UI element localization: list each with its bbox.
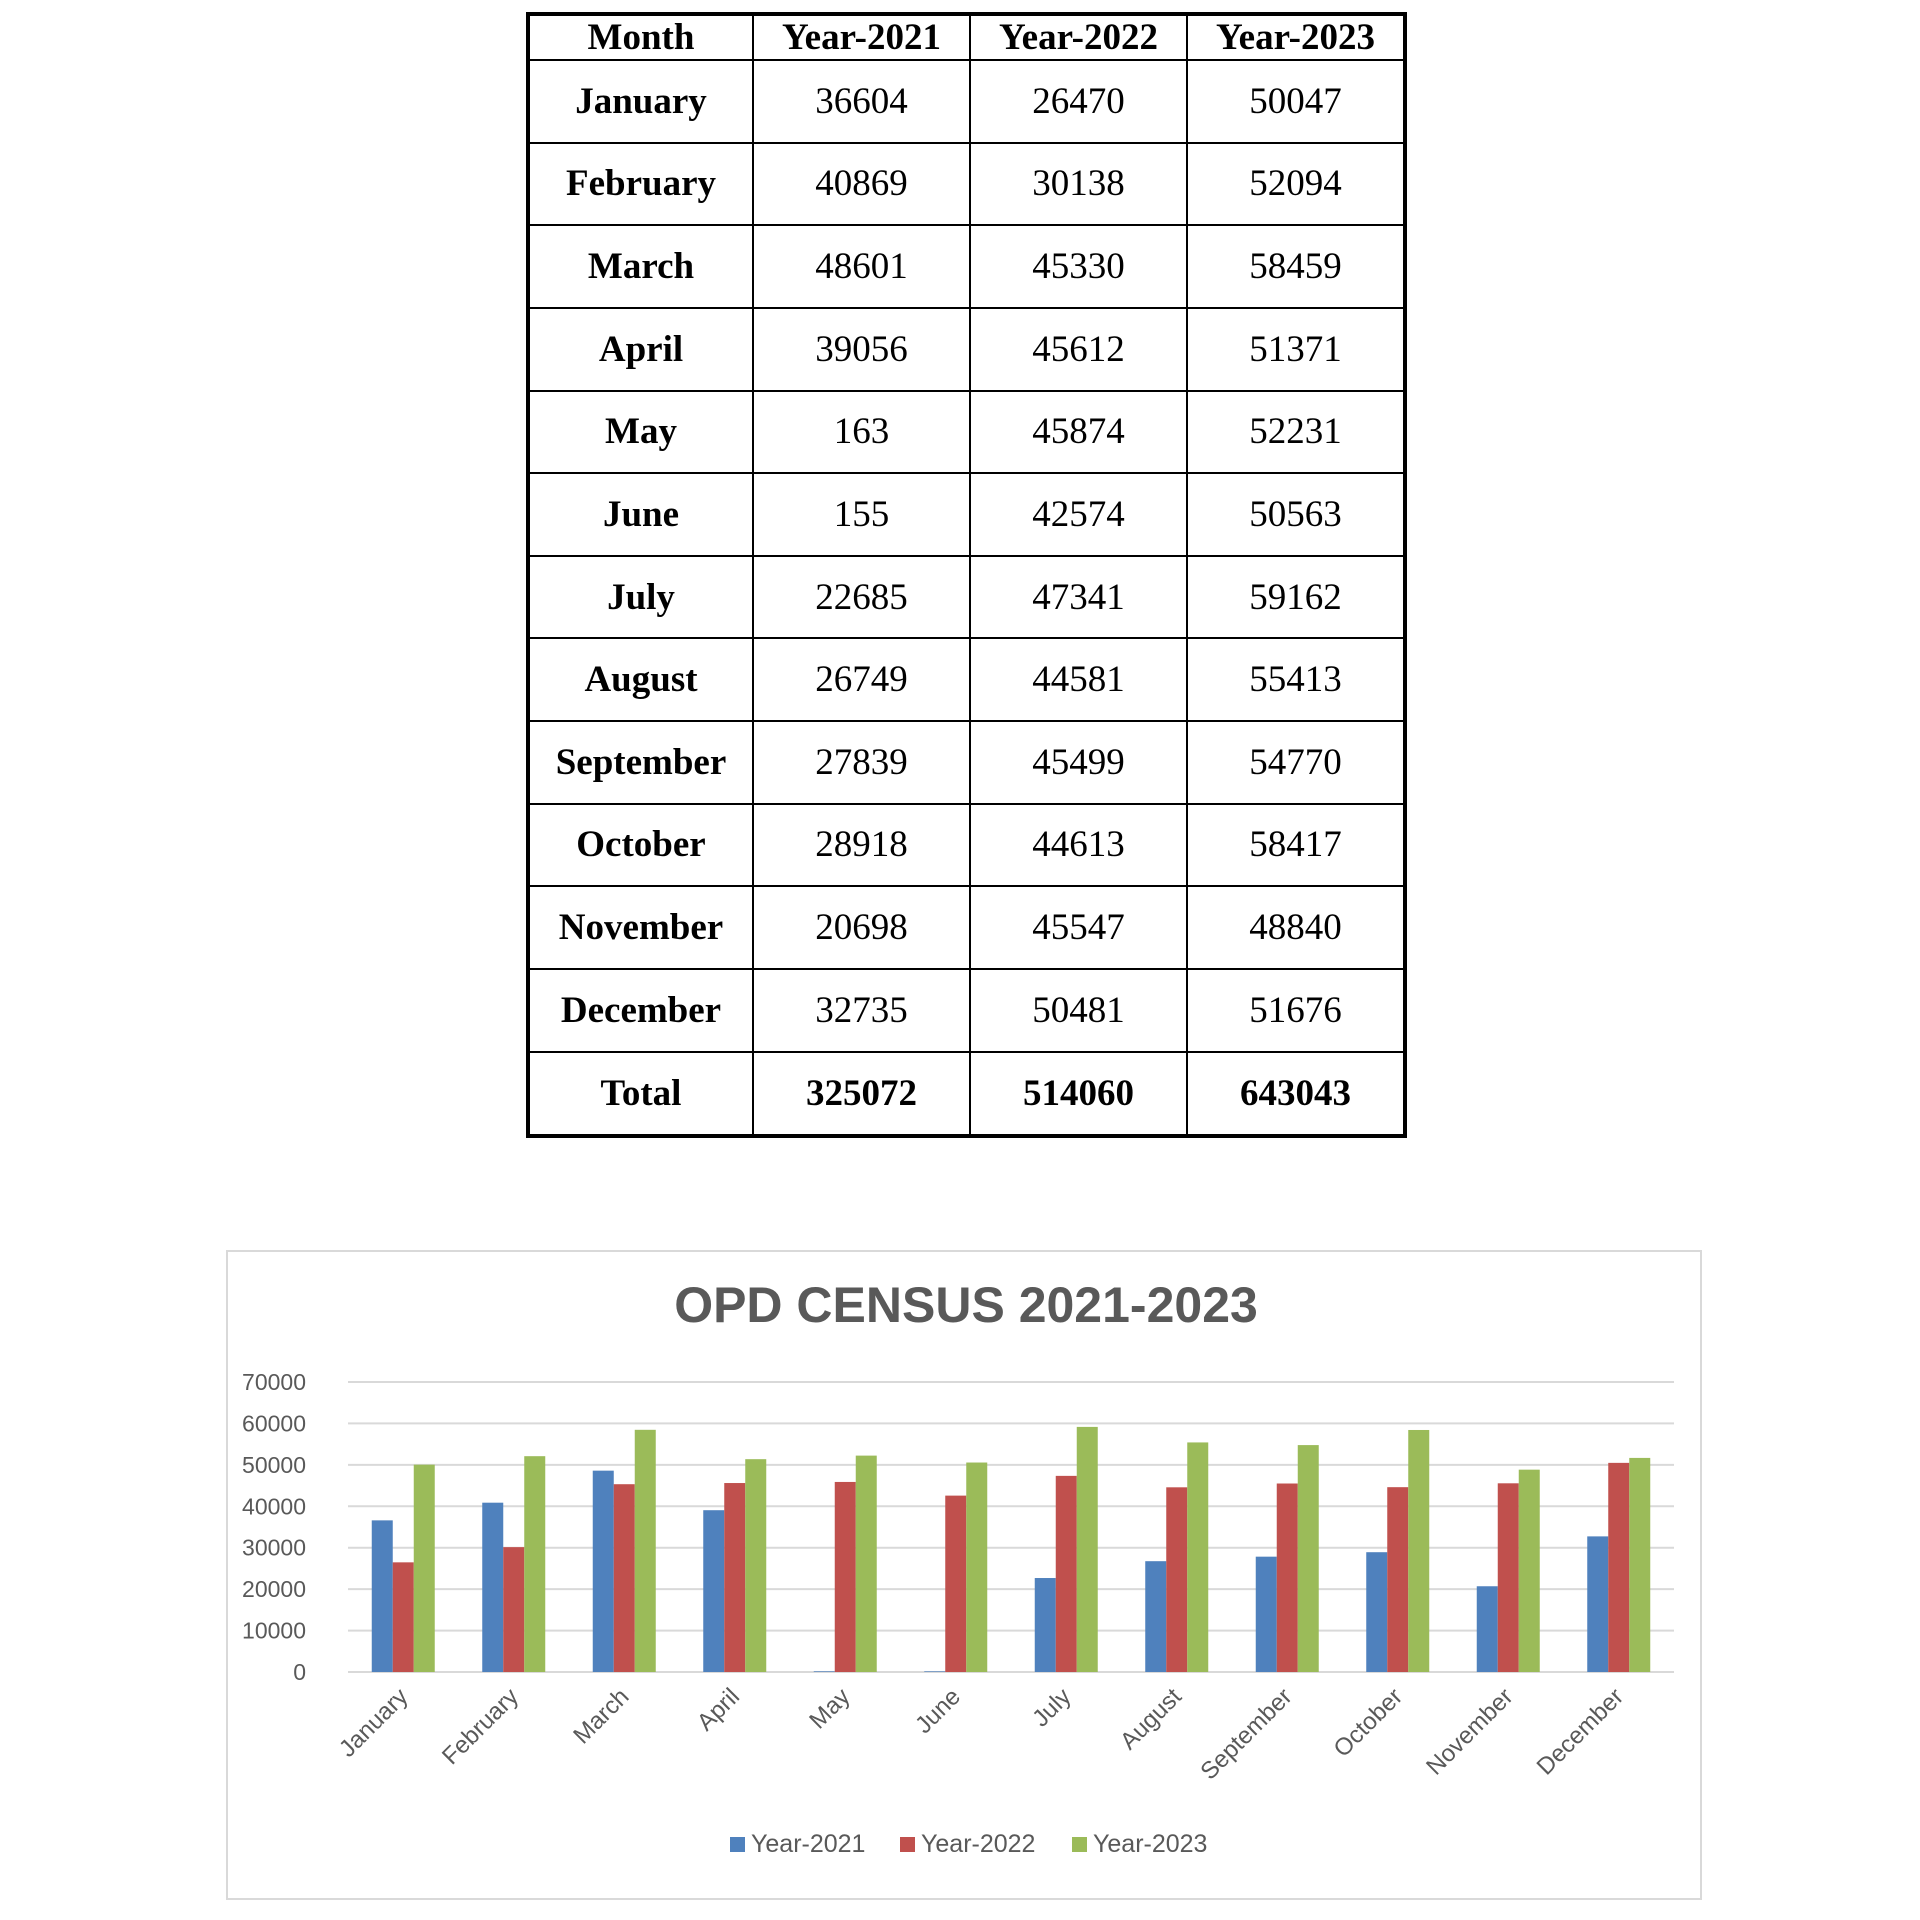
header-year-2021: Year-2021 [753, 14, 970, 60]
bar-year-2021-january [372, 1520, 393, 1672]
y-tick-label: 0 [293, 1659, 306, 1685]
value-cell: 44613 [970, 804, 1187, 887]
month-cell: May [528, 391, 753, 474]
bar-year-2023-november [1519, 1470, 1540, 1672]
x-tick-label: January [334, 1683, 414, 1763]
month-cell: July [528, 556, 753, 639]
bar-year-2022-june [945, 1496, 966, 1672]
month-cell: August [528, 638, 753, 721]
total-value: 514060 [970, 1052, 1187, 1137]
value-cell: 48601 [753, 225, 970, 308]
bar-year-2021-april [703, 1510, 724, 1672]
x-tick-label: June [910, 1683, 966, 1740]
value-cell: 22685 [753, 556, 970, 639]
value-cell: 30138 [970, 143, 1187, 226]
table-row [528, 143, 1405, 226]
table-row [528, 225, 1405, 308]
value-cell: 155 [753, 473, 970, 556]
bar-year-2023-may [856, 1456, 877, 1672]
total-value: 643043 [1187, 1052, 1405, 1137]
value-cell: 163 [753, 391, 970, 474]
bar-year-2023-december [1629, 1458, 1650, 1672]
y-tick-label: 30000 [242, 1534, 306, 1561]
header-year-2023: Year-2023 [1187, 14, 1405, 60]
legend-swatch [1072, 1837, 1087, 1852]
bar-year-2021-september [1256, 1557, 1277, 1672]
table-row [528, 556, 1405, 639]
value-cell: 59162 [1187, 556, 1405, 639]
legend-swatch [900, 1837, 915, 1852]
table-row [528, 308, 1405, 391]
value-cell: 45612 [970, 308, 1187, 391]
bar-year-2023-january [414, 1465, 435, 1672]
value-cell: 47341 [970, 556, 1187, 639]
x-tick-label: May [804, 1683, 856, 1735]
table-row [528, 60, 1405, 143]
month-cell: October [528, 804, 753, 887]
value-cell: 50481 [970, 969, 1187, 1052]
value-cell: 58417 [1187, 804, 1405, 887]
month-cell: September [528, 721, 753, 804]
value-cell: 45330 [970, 225, 1187, 308]
chart-title: OPD CENSUS 2021-2023 [674, 1277, 1258, 1333]
value-cell: 45874 [970, 391, 1187, 474]
value-cell: 58459 [1187, 225, 1405, 308]
bar-year-2022-december [1608, 1463, 1629, 1672]
bar-year-2022-february [503, 1547, 524, 1672]
total-row [528, 1052, 1405, 1137]
bar-year-2021-february [482, 1503, 503, 1672]
x-tick-label: April [691, 1683, 745, 1737]
y-tick-label: 60000 [242, 1410, 306, 1437]
bar-chart [228, 1252, 1700, 1898]
table-header-row [528, 14, 1405, 60]
bar-year-2021-june [924, 1671, 945, 1672]
x-tick-label: December [1531, 1683, 1629, 1781]
chart-container [226, 1250, 1702, 1900]
month-cell: March [528, 225, 753, 308]
bar-year-2023-august [1187, 1442, 1208, 1672]
bar-year-2021-october [1366, 1552, 1387, 1672]
value-cell: 51676 [1187, 969, 1405, 1052]
bar-year-2021-august [1145, 1561, 1166, 1672]
table-row [528, 886, 1405, 969]
header-month: Month [528, 14, 753, 60]
legend-swatch [730, 1837, 745, 1852]
month-cell: February [528, 143, 753, 226]
bar-year-2022-january [393, 1562, 414, 1672]
value-cell: 50563 [1187, 473, 1405, 556]
bar-year-2021-march [593, 1471, 614, 1672]
bar-year-2022-august [1166, 1487, 1187, 1672]
value-cell: 51371 [1187, 308, 1405, 391]
bar-year-2021-december [1587, 1536, 1608, 1672]
y-tick-label: 70000 [242, 1369, 306, 1395]
total-label: Total [528, 1052, 753, 1137]
bar-year-2021-november [1477, 1586, 1498, 1672]
bar-year-2022-october [1387, 1487, 1408, 1672]
bar-year-2022-may [835, 1482, 856, 1672]
x-tick-label: September [1195, 1683, 1298, 1786]
value-cell: 55413 [1187, 638, 1405, 721]
value-cell: 28918 [753, 804, 970, 887]
bar-year-2022-november [1498, 1483, 1519, 1672]
month-cell: April [528, 308, 753, 391]
x-tick-label: February [436, 1683, 524, 1771]
x-tick-label: July [1027, 1683, 1077, 1733]
y-tick-label: 50000 [242, 1451, 306, 1478]
value-cell: 36604 [753, 60, 970, 143]
month-cell: December [528, 969, 753, 1052]
bar-year-2023-april [745, 1459, 766, 1672]
table-row [528, 473, 1405, 556]
bar-year-2022-april [724, 1483, 745, 1672]
table-row [528, 969, 1405, 1052]
table-row [528, 391, 1405, 474]
value-cell: 54770 [1187, 721, 1405, 804]
bar-year-2023-july [1077, 1427, 1098, 1672]
y-tick-label: 40000 [242, 1493, 306, 1520]
header-year-2022: Year-2022 [970, 14, 1187, 60]
month-cell: November [528, 886, 753, 969]
legend-label: Year-2022 [921, 1830, 1036, 1858]
value-cell: 45547 [970, 886, 1187, 969]
legend-label: Year-2021 [751, 1830, 866, 1858]
value-cell: 52231 [1187, 391, 1405, 474]
value-cell: 26470 [970, 60, 1187, 143]
month-cell: June [528, 473, 753, 556]
value-cell: 39056 [753, 308, 970, 391]
bar-year-2022-march [614, 1484, 635, 1672]
table-row [528, 804, 1405, 887]
bar-year-2021-may [814, 1671, 835, 1672]
bar-year-2022-september [1277, 1484, 1298, 1672]
value-cell: 50047 [1187, 60, 1405, 143]
x-tick-label: November [1421, 1683, 1519, 1781]
table-row [528, 638, 1405, 721]
table-row [528, 721, 1405, 804]
value-cell: 48840 [1187, 886, 1405, 969]
y-tick-label: 10000 [242, 1617, 306, 1644]
value-cell: 45499 [970, 721, 1187, 804]
bar-year-2021-july [1035, 1578, 1056, 1672]
value-cell: 44581 [970, 638, 1187, 721]
bar-year-2023-june [966, 1463, 987, 1672]
y-tick-label: 20000 [242, 1576, 306, 1603]
value-cell: 40869 [753, 143, 970, 226]
x-tick-label: October [1328, 1683, 1408, 1763]
value-cell: 32735 [753, 969, 970, 1052]
bar-year-2023-october [1408, 1430, 1429, 1672]
x-tick-label: March [568, 1683, 635, 1750]
census-table [526, 12, 1407, 1138]
bar-year-2022-july [1056, 1476, 1077, 1672]
bar-year-2023-february [524, 1456, 545, 1672]
value-cell: 27839 [753, 721, 970, 804]
total-value: 325072 [753, 1052, 970, 1137]
x-tick-label: August [1115, 1683, 1187, 1756]
legend-label: Year-2023 [1093, 1830, 1208, 1858]
bar-year-2023-march [635, 1430, 656, 1672]
value-cell: 52094 [1187, 143, 1405, 226]
value-cell: 42574 [970, 473, 1187, 556]
value-cell: 26749 [753, 638, 970, 721]
bar-year-2023-september [1298, 1445, 1319, 1672]
value-cell: 20698 [753, 886, 970, 969]
month-cell: January [528, 60, 753, 143]
